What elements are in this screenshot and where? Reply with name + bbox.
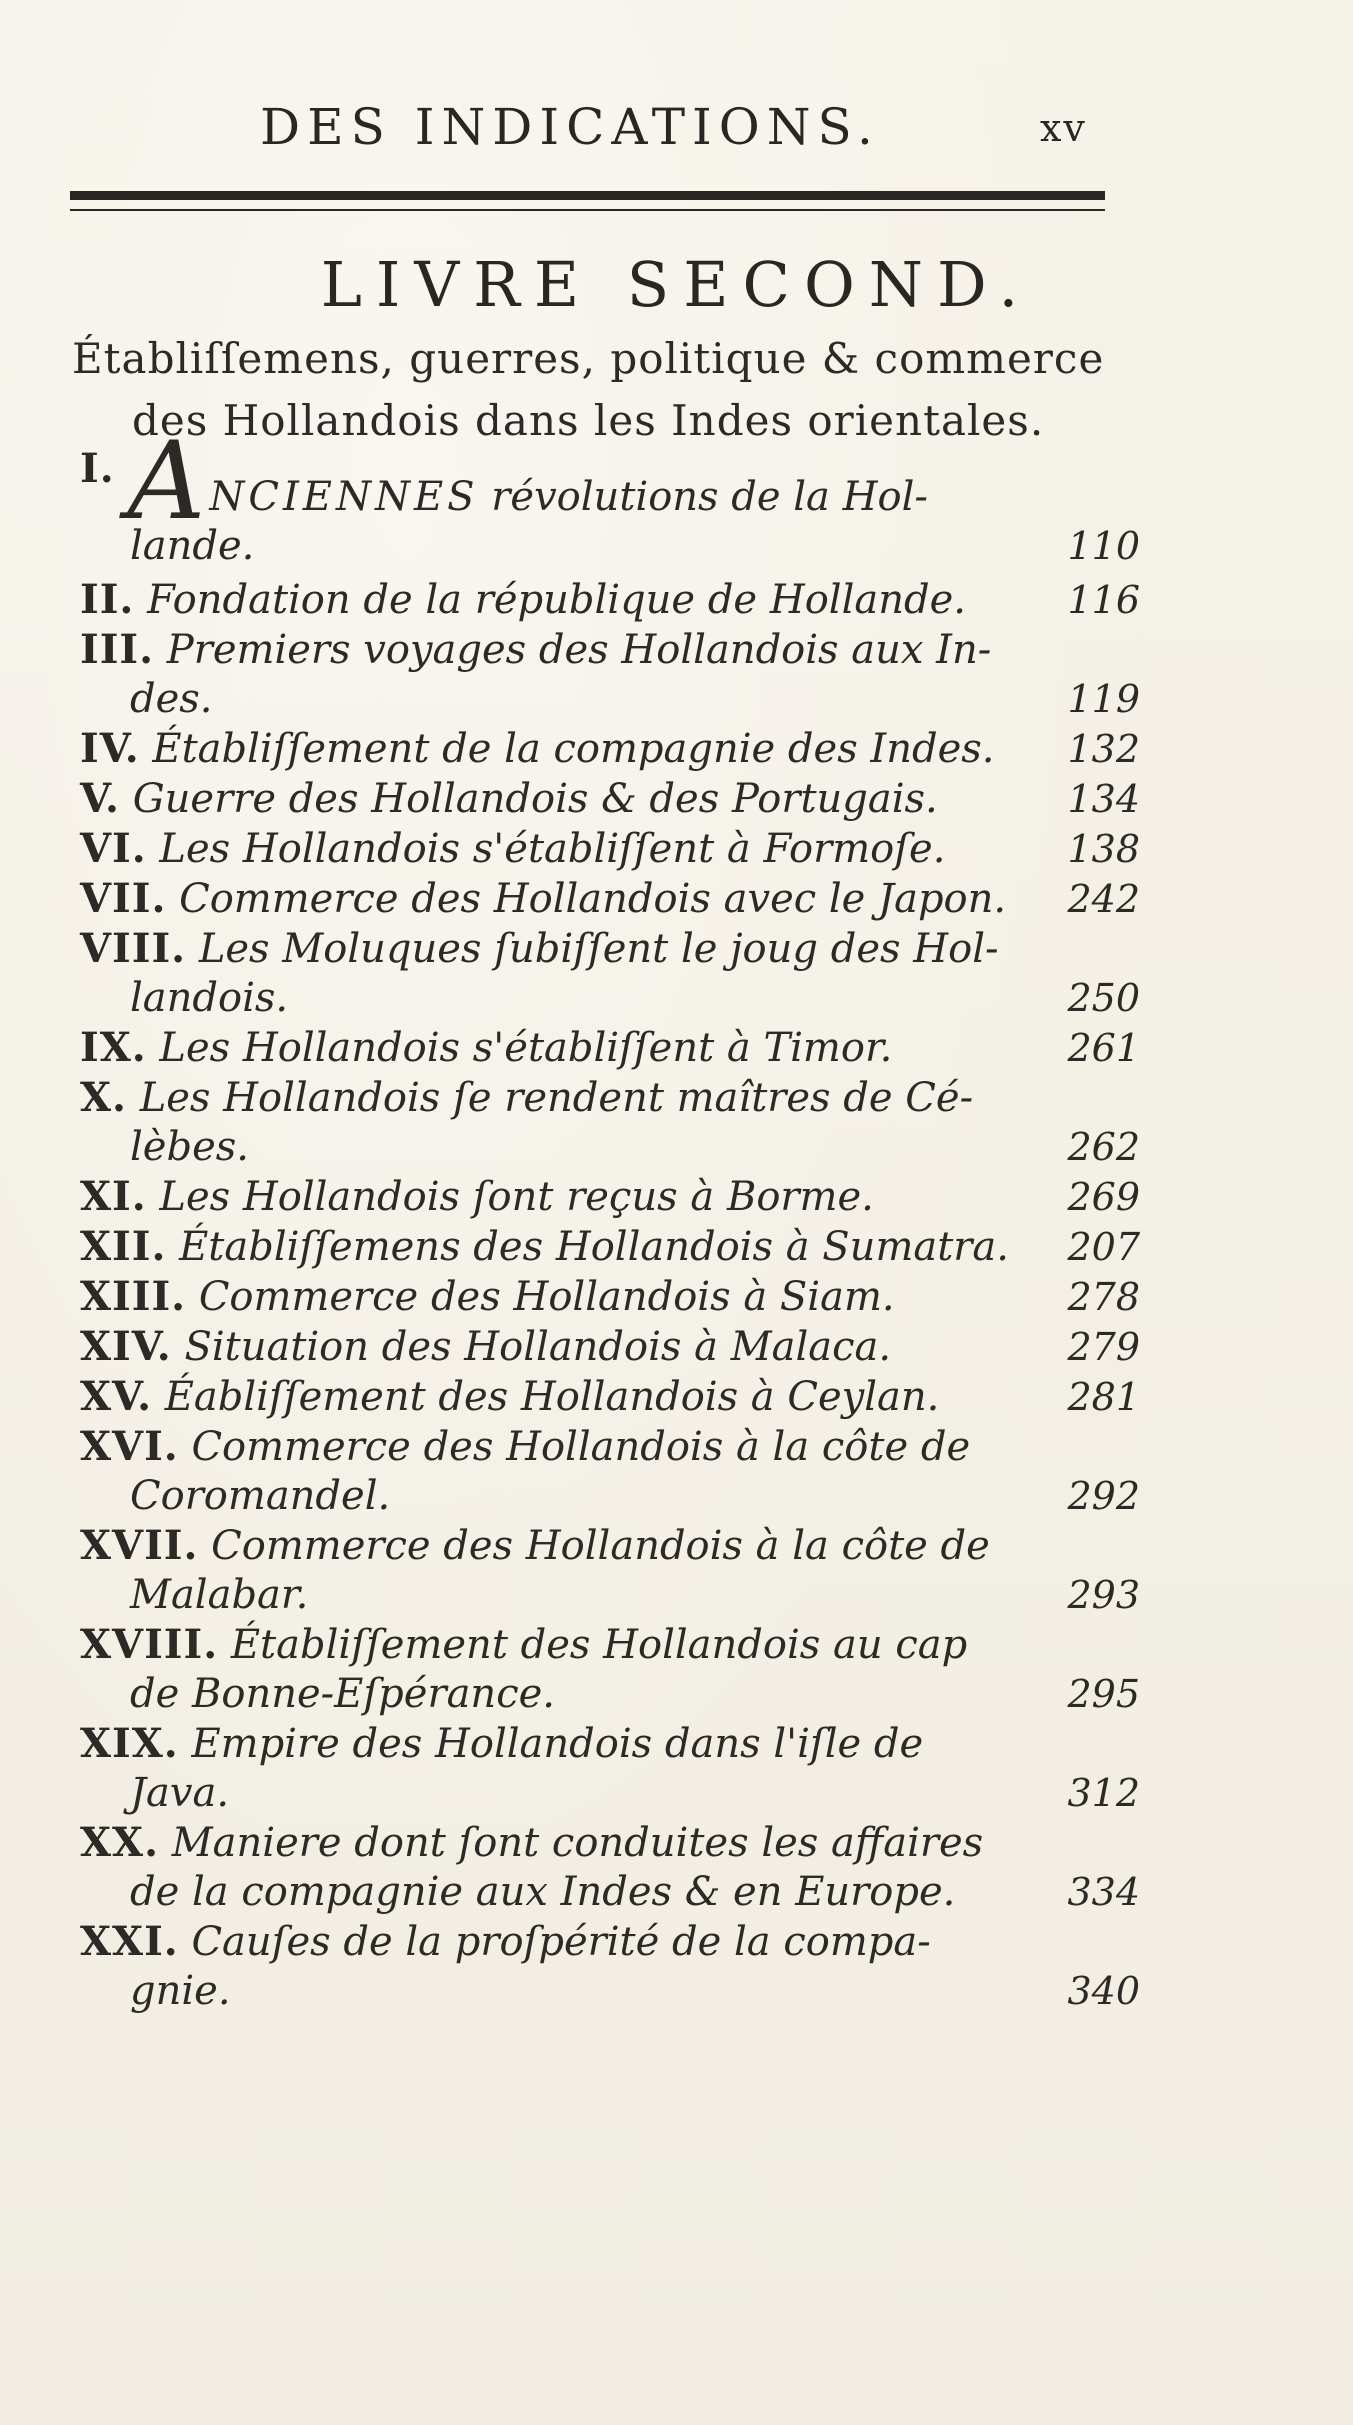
toc-entry-number: XVIII. — [80, 1621, 219, 1668]
toc-entry-number: IV. — [80, 725, 140, 772]
toc-page-number: 312 — [1067, 1771, 1140, 1815]
toc-page-number: 250 — [1067, 976, 1140, 1020]
toc-entry-number: IX. — [80, 1024, 147, 1071]
toc-entry — [80, 824, 1140, 874]
toc-page-number: 116 — [1067, 578, 1140, 622]
book-title: LIVRE SECOND. — [320, 248, 1033, 321]
toc-entry — [80, 724, 1140, 774]
book-subtitle — [72, 328, 1132, 452]
toc-entry-line — [80, 1023, 1140, 1073]
toc-entry-title: Établiſſemens des Hollandois à Sumatra. — [179, 1224, 1009, 1270]
toc-entry-line — [80, 1372, 1140, 1422]
toc-entry-title: Commerce des Hollandois à la côte de — [211, 1523, 990, 1569]
toc-entry-line — [80, 924, 1140, 974]
toc-entry-continuation: Coromandel. — [130, 1473, 391, 1519]
toc-entry-line — [80, 1818, 1140, 1868]
toc-entry — [80, 1272, 1140, 1322]
toc-entry-line — [80, 874, 1140, 924]
toc-entry-line — [80, 774, 1140, 824]
toc-page-number: 279 — [1067, 1325, 1140, 1369]
toc-entry-title: Les Moluques ſubiſſent le joug des Hol- — [198, 926, 999, 972]
toc-entry — [80, 1818, 1140, 1917]
toc-entry-continuation: de la compagnie aux Indes & en Europe. — [130, 1869, 956, 1915]
toc-entry-line — [80, 1521, 1140, 1571]
toc-entry-title: Guerre des Hollandois & des Portugais. — [132, 776, 938, 822]
toc-entry-line — [80, 1620, 1140, 1670]
running-title: DES INDICATIONS. — [260, 98, 880, 156]
toc-entry-number: I. — [80, 445, 115, 492]
toc-page-number: 281 — [1067, 1375, 1140, 1419]
toc-entry-title: Empire des Hollandois dans l'iſle de — [191, 1721, 924, 1767]
toc-page-number: 292 — [1067, 1474, 1140, 1518]
toc-entry-title: Cauſes de la proſpérité de la compa- — [191, 1919, 931, 1965]
toc-entry-number: XVI. — [80, 1423, 179, 1470]
toc-entry — [80, 1222, 1140, 1272]
running-head — [0, 98, 1353, 158]
toc-entry-title: Commerce des Hollandois avec le Japon. — [179, 876, 1007, 922]
toc-entry-number: XXI. — [80, 1918, 179, 1965]
toc-entry-number: XV. — [80, 1373, 153, 1420]
toc-page-number: 262 — [1067, 1125, 1140, 1169]
toc-entry — [80, 625, 1140, 724]
thin-rule — [70, 209, 1105, 211]
toc-entry — [80, 1372, 1140, 1422]
toc-entry — [80, 924, 1140, 1023]
toc-entry-number: XIV. — [80, 1323, 172, 1370]
toc-entry-title: Établiſſement des Hollandois au cap — [230, 1622, 968, 1668]
toc-entry-title: Les Hollandois s'établiſſent à Formoſe. — [159, 826, 946, 872]
toc-entry-number: XIII. — [80, 1273, 187, 1320]
toc-entry-title: Les Hollandois ſont reçus à Borme. — [159, 1174, 874, 1220]
toc-page-number: 269 — [1067, 1175, 1140, 1219]
toc-entry-line — [80, 575, 1140, 625]
toc-entry-line — [80, 824, 1140, 874]
toc-page-number: 138 — [1067, 827, 1140, 871]
toc-page-number: 334 — [1067, 1870, 1140, 1914]
toc-entry — [80, 1073, 1140, 1172]
toc-entry-title: Établiſſement de la compagnie des Indes. — [152, 726, 995, 772]
toc-page-number: 261 — [1067, 1026, 1140, 1070]
subtitle-line-2: des Hollandois dans les Indes orientales. — [132, 396, 1045, 445]
toc-entry-title: Éabliſſement des Hollandois à Ceylan. — [164, 1374, 940, 1420]
toc-entry — [80, 575, 1140, 625]
toc-entry-continuation: gnie. — [130, 1968, 231, 2014]
toc-entry-continuation: Malabar. — [130, 1572, 309, 1618]
double-rule-divider — [70, 191, 1105, 219]
toc-entry-number: VII. — [80, 875, 167, 922]
toc-entry — [80, 1719, 1140, 1818]
toc-page-number: 340 — [1067, 1969, 1140, 2013]
toc-entry-line — [80, 1719, 1140, 1769]
toc-entry — [80, 1322, 1140, 1372]
toc-entry-title: Fondation de la république de Hollande. — [147, 577, 966, 623]
toc-entry-number: VIII. — [80, 925, 187, 972]
toc-page-number: 278 — [1067, 1275, 1140, 1319]
toc-entry-line — [80, 1917, 1140, 1967]
toc-entry-line — [80, 1172, 1140, 1222]
toc-entry-number: XX. — [80, 1819, 159, 1866]
toc-entry-number: II. — [80, 576, 135, 623]
toc-entry-number: XII. — [80, 1223, 167, 1270]
toc-entry — [80, 1620, 1140, 1719]
toc-entry — [80, 874, 1140, 924]
toc-page-number: 119 — [1067, 677, 1140, 721]
toc-entry — [80, 1172, 1140, 1222]
subtitle-line-1: Établiſſemens, guerres, politique & commerce — [72, 334, 1105, 383]
toc-page-number: 134 — [1067, 777, 1140, 821]
toc-entry — [80, 1023, 1140, 1073]
toc-page-number: 295 — [1067, 1672, 1140, 1716]
toc-entry-line — [80, 1322, 1140, 1372]
toc-entry-title: Commerce des Hollandois à la côte de — [191, 1424, 971, 1470]
toc-entry-title: Les Hollandois ſe rendent maîtres de Cé- — [139, 1075, 974, 1121]
toc-entry-continuation: landois. — [130, 975, 289, 1021]
toc-entry-continuation: Java. — [130, 1770, 230, 1816]
toc-page-number: 242 — [1067, 877, 1140, 921]
toc-entry-number: VI. — [80, 825, 147, 872]
toc-entry-smallcaps: NCIENNES — [209, 474, 479, 520]
toc-entry — [80, 1917, 1140, 2016]
toc-drop-cap: A — [127, 419, 206, 544]
toc-entry — [80, 1521, 1140, 1620]
toc-entry-title: Situation des Hollandois à Malaca. — [184, 1324, 892, 1370]
toc-page-number: 132 — [1067, 727, 1140, 771]
toc-entry-title: Premiers voyages des Hollandois aux In- — [166, 627, 992, 673]
toc-page-number: 293 — [1067, 1573, 1140, 1617]
toc-entry — [80, 774, 1140, 824]
toc-entry-line — [80, 1272, 1140, 1322]
toc-entry-number: XVII. — [80, 1522, 199, 1569]
toc-entry-title: révolutions de la Hol- — [478, 474, 928, 520]
toc-entry-line — [80, 1222, 1140, 1272]
toc-entry-line — [80, 1422, 1140, 1472]
toc-entry-continuation: lèbes. — [130, 1124, 249, 1170]
toc-page-number: 110 — [1067, 524, 1140, 568]
toc-entry-number: X. — [80, 1074, 127, 1121]
toc-entry-line — [80, 724, 1140, 774]
toc-entry-title: Maniere dont ſont conduites les affaires — [171, 1820, 984, 1866]
page-folio: xv — [1040, 106, 1087, 150]
toc-entry-title: Commerce des Hollandois à Siam. — [198, 1274, 895, 1320]
toc-entry — [80, 1422, 1140, 1521]
toc-entry-line — [80, 625, 1140, 675]
toc-entry-continuation: de Bonne-Eſpérance. — [130, 1671, 555, 1717]
toc-entry-continuation: lande. — [130, 523, 255, 569]
toc-page-number: 207 — [1067, 1225, 1140, 1269]
toc-entry-number: V. — [80, 775, 120, 822]
toc-entry-line — [80, 1073, 1140, 1123]
toc-entry-number: XIX. — [80, 1720, 179, 1767]
thick-rule — [70, 191, 1105, 200]
toc-entry-number: XI. — [80, 1173, 147, 1220]
toc-entry-title: Les Hollandois s'établiſſent à Timor. — [159, 1025, 893, 1071]
toc-entry-continuation: des. — [130, 676, 213, 722]
toc-entry-number: III. — [80, 626, 155, 673]
